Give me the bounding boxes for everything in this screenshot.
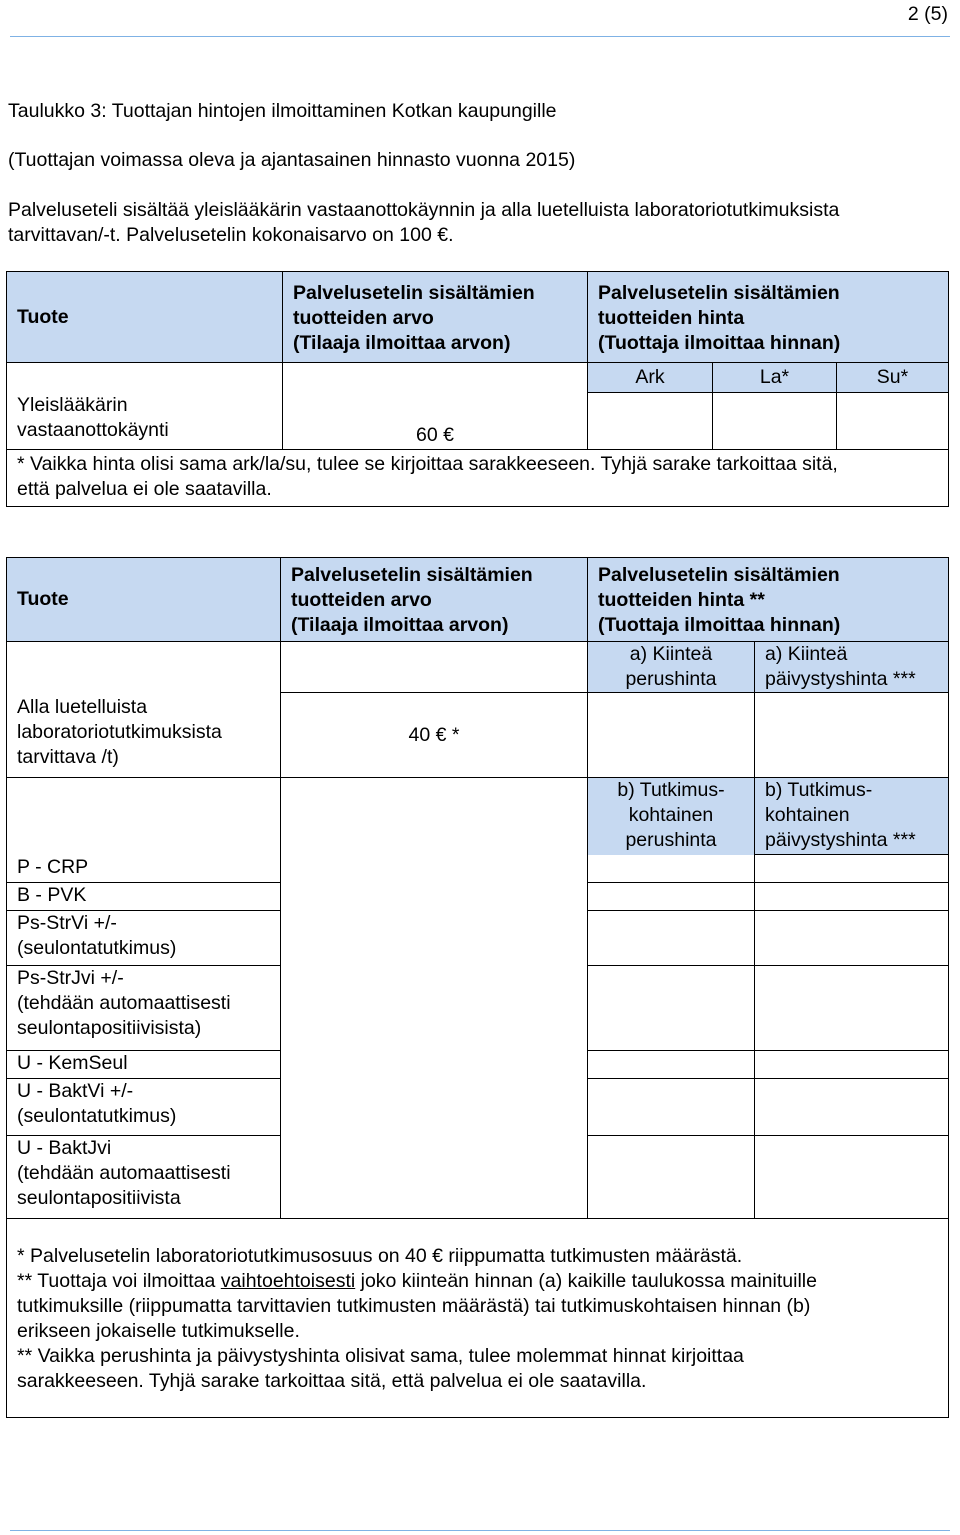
per-test-basic-field[interactable] — [588, 855, 755, 883]
voucher-description-line: Palveluseteli sisältää yleislääkärin vastaanottokäynnin ja alla luetelluista laboratoriotutkimuksista — [8, 199, 840, 221]
per-test-duty-field[interactable] — [755, 1079, 949, 1136]
price-sunday-field[interactable] — [837, 393, 949, 450]
validity-note: (Tuottajan voimassa oleva ja ajantasainen hinnasto vuonna 2015) — [8, 149, 576, 171]
per-test-basic-field[interactable] — [588, 1079, 755, 1136]
per-test-basic-field[interactable] — [588, 1136, 755, 1219]
voucher-description — [8, 198, 948, 248]
subheader-fixed-basic: a) Kiinteä perushinta — [588, 642, 755, 693]
product-lab-tests: Alla luetelluista laboratoriotutkimuksista tarvittava /t) — [7, 693, 281, 778]
footnote-duty-price: ** Vaikka perushinta ja päivystyshinta olisivat sama, tulee molemmat hinnat kirjoittaa — [17, 1345, 744, 1367]
per-test-basic-field[interactable] — [588, 966, 755, 1051]
lab-test-name: U - BaktVi +/- (seulontatutkimus) — [7, 1079, 281, 1136]
lab-test-name: Ps-StrVi +/- (seulontatutkimus) — [7, 911, 281, 966]
page-number: 2 (5) — [907, 3, 948, 25]
lab-test-name: P - CRP — [7, 855, 281, 883]
lab-test-name: B - PVK — [7, 883, 281, 911]
col-header-price: Palvelusetelin sisältämien tuotteiden hinta (Tuottaja ilmoittaa hinnan) — [588, 272, 949, 363]
subheader-fixed-duty: a) Kiinteä päivystyshinta *** — [755, 642, 949, 693]
per-test-duty-field[interactable] — [755, 966, 949, 1051]
price-saturday-field[interactable] — [713, 393, 837, 450]
col-header-value: Palvelusetelin sisältämien tuotteiden arvo (Tilaaja ilmoittaa arvon) — [283, 272, 588, 363]
per-test-duty-field[interactable] — [755, 911, 949, 966]
per-test-duty-field[interactable] — [755, 883, 949, 911]
col-header-product: Tuote — [7, 558, 281, 642]
subheader-per-test-basic: b) Tutkimus- kohtainen perushinta — [588, 778, 755, 855]
per-test-duty-field[interactable] — [755, 1051, 949, 1079]
product-spacer — [7, 642, 281, 693]
subheader-saturday: La* — [713, 363, 837, 393]
lab-test-name: U - BaktJvi (tehdään automaattisesti seulontapositiivista — [7, 1136, 281, 1219]
value-empty — [281, 778, 588, 1219]
value-spacer — [281, 642, 588, 693]
voucher-description-line: tarvittavan/-t. Palvelusetelin kokonaisarvo on 100 €. — [8, 224, 454, 246]
fixed-basic-price-field[interactable] — [588, 693, 755, 778]
col-header-product: Tuote — [7, 272, 283, 363]
per-test-basic-field[interactable] — [588, 883, 755, 911]
per-test-basic-field[interactable] — [588, 911, 755, 966]
doctor-visit-price-table — [6, 271, 949, 507]
fixed-duty-price-field[interactable] — [755, 693, 949, 778]
lab-tests-value: 40 € * — [281, 693, 588, 778]
product-doctor-visit: Yleislääkärin vastaanottokäynti — [7, 363, 283, 450]
col-header-value: Palvelusetelin sisältämien tuotteiden arvo (Tilaaja ilmoittaa arvon) — [281, 558, 588, 642]
footer-divider — [10, 1530, 950, 1531]
per-test-duty-field[interactable] — [755, 1136, 949, 1219]
subheader-per-test-duty: b) Tutkimus- kohtainen päivystyshinta *** — [755, 778, 949, 855]
per-test-basic-field[interactable] — [588, 1051, 755, 1079]
price-weekday-field[interactable] — [588, 393, 713, 450]
value-cell-spacer — [283, 363, 588, 393]
footnote-pricing-options: ** Tuottaja voi ilmoittaa vaihtoehtoisesti joko kiinteän hinnan (a) kaikille taulukossa mainituille — [17, 1270, 817, 1292]
lab-test-name: U - KemSeul — [7, 1051, 281, 1079]
lab-tests-price-table — [6, 557, 949, 1418]
col-header-price: Palvelusetelin sisältämien tuotteiden hinta ** (Tuottaja ilmoittaa hinnan) — [588, 558, 949, 642]
subheader-sunday: Su* — [837, 363, 949, 393]
header-divider — [10, 36, 950, 37]
table-caption: Taulukko 3: Tuottajan hintojen ilmoittaminen Kotkan kaupungille — [8, 100, 557, 122]
subheader-weekday: Ark — [588, 363, 713, 393]
table1-footnote: * Vaikka hinta olisi sama ark/la/su, tulee se kirjoittaa sarakkeeseen. Tyhjä sarake tarkoittaa sitä, että palvelua ei ole saatavilla. — [7, 450, 949, 507]
per-test-duty-field[interactable] — [755, 855, 949, 883]
table2-footnotes: * Palvelusetelin laboratoriotutkimusosuus on 40 € riippumatta tutkimusten määrästä. ** Tuottaja voi ilmoittaa vaihtoehtoisesti joko kiinteän hinnan (a) kaikille taulukossa mainituille tutkimuksille (riippumatta tarvittavien tutkimusten määrästä) tai tutkimuskohtaisen hinnan (b) erikseen jokaiselle tutkimukselle. ** Vaikka perushinta ja päivystyshinta olisivat sama, tulee molemmat hinnat kirjoittaa sarakkeeseen. Tyhjä sarake tarkoittaa sitä, että palvelua ei ole saatavilla. — [7, 1219, 949, 1418]
footnote-lab-share: * Palvelusetelin laboratoriotutkimusosuus on 40 € riippumatta tutkimusten määrästä. — [17, 1245, 743, 1267]
lab-test-name: Ps-StrJvi +/- (tehdään automaattisesti seulontapositiivisista) — [7, 966, 281, 1051]
product-spacer — [7, 778, 281, 855]
doctor-visit-value: 60 € — [283, 393, 588, 450]
